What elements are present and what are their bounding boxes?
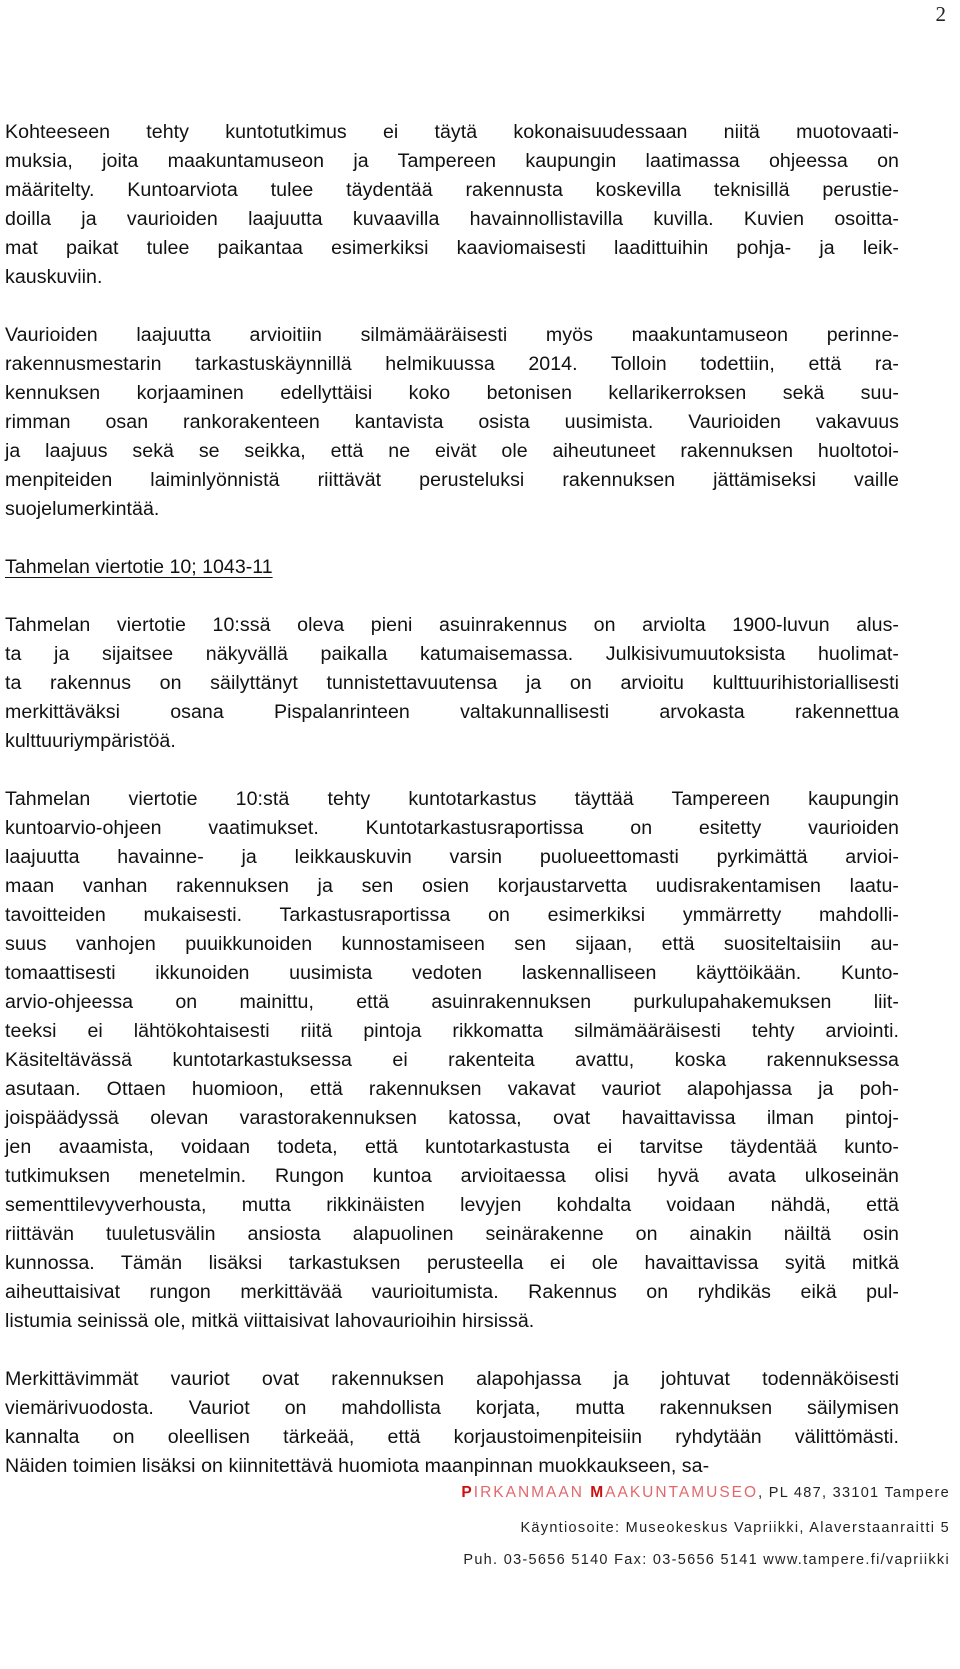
text-line: tutkimuksen menetelmin. Rungon kuntoa arvioitaessa olisi hyvä avata ulkoseinän <box>5 1165 899 1187</box>
text-line: joispäädyssä olevan varastorakennuksen katossa, ovat havaittavissa ilman pintoj- <box>5 1107 899 1129</box>
text-line: tomaattisesti ikkunoiden uusimista vedoten laskennalliseen käyttöikään. Kunto- <box>5 962 899 984</box>
text-line: asutaan. Ottaen huomioon, että rakennuksen vakavat vauriot alapohjassa ja poh- <box>5 1078 899 1100</box>
text-line: kannalta on oleellisen tärkeää, että korjaustoimenpiteisiin ryhdytään välittömästi. <box>5 1426 899 1448</box>
text-line: menpiteiden laiminlyönnistä riittävät perusteluksi rakennuksen jättämiseksi vaille <box>5 469 899 491</box>
footer-contact: Puh. 03-5656 5140 Fax: 03-5656 5141 www.tampere.fi/vapriikki <box>463 1552 950 1568</box>
text-line: viemärivuodosta. Vauriot on mahdollista korjata, mutta rakennuksen säilymisen <box>5 1397 899 1419</box>
text-line: rakennusmestarin tarkastuskäynnillä helmikuussa 2014. Tolloin todettiin, että ra- <box>5 353 899 375</box>
text-line: Tahmelan viertotie 10:ssä oleva pieni asuinrakennus on arviolta 1900-luvun alus- <box>5 614 899 636</box>
text-line: kennuksen korjaaminen edellyttäisi koko betonisen kellarikerroksen sekä suu- <box>5 382 899 404</box>
section-heading: Tahmelan viertotie 10; 1043-11 <box>5 556 273 578</box>
text-line: kuntoarvio-ohjeen vaatimukset. Kuntotarkastusraportissa on esitetty vaurioiden <box>5 817 899 839</box>
text-line: doilla ja vaurioiden laajuutta kuvaavilla havainnollistavilla kuvilla. Kuvien osoitta- <box>5 208 899 230</box>
footer-address: , PL 487, 33101 Tampere <box>758 1485 950 1501</box>
paragraph <box>5 1365 899 1481</box>
text-line: Merkittävimmät vauriot ovat rakennuksen alapohjassa ja johtuvat todennäköisesti <box>5 1368 899 1390</box>
text-line: ta ja sijaitsee näkyvällä paikalla katumaisemassa. Julkisivumuutoksista huolimat- <box>5 643 899 665</box>
text-line: ja laajuus sekä se seikka, että ne eivät ole aiheutuneet rakennuksen huoltotoi- <box>5 440 899 462</box>
footer-visiting-address: Käyntiosoite: Museokeskus Vapriikki, Alaverstaanraitti 5 <box>520 1520 950 1536</box>
text-line: suus vanhojen puuikkunoiden kunnostamiseen sen sijaan, että suositeltaisiin au- <box>5 933 899 955</box>
paragraph <box>5 118 899 292</box>
text-line: Näiden toimien lisäksi on kiinnitettävä huomiota maanpinnan muokkaukseen, sa- <box>5 1455 710 1477</box>
text-line: muksia, joita maakuntamuseon ja Tampereen kaupungin laatimassa ohjeessa on <box>5 150 899 172</box>
text-line: tavoitteiden mukaisesti. Tarkastusraportissa on esimerkiksi ymmärretty mahdolli- <box>5 904 899 926</box>
text-line: rimman osan rankorakenteen kantavista osista uusimista. Vaurioiden vakavuus <box>5 411 899 433</box>
text-line: kulttuuriympäristöä. <box>5 730 176 752</box>
text-line: Kohteeseen tehty kuntotutkimus ei täytä kokonaisuudessaan niitä muotovaati- <box>5 121 899 143</box>
section-heading-wrap <box>5 553 899 582</box>
text-line: Vaurioiden laajuutta arvioitiin silmämääräisesti myös maakuntamuseon perinne- <box>5 324 899 346</box>
text-line: laajuutta havainne- ja leikkauskuvin varsin puolueettomasti pyrkimättä arvioi- <box>5 846 899 868</box>
text-line: ta rakennus on säilyttänyt tunnistettavuutensa ja on arvioitu kulttuurihistoriallisesti <box>5 672 899 694</box>
text-line: maan vanhan rakennuksen ja sen osien korjaustarvetta uudisrakentamisen laatu- <box>5 875 899 897</box>
text-line: jen avaamista, voidaan todeta, että kuntotarkastusta ei tarvitse täydentää kunto- <box>5 1136 899 1158</box>
paragraph-group-2 <box>5 611 899 1481</box>
text-line: arvio-ohjeessa on mainittu, että asuinrakennuksen purkulupahakemuksen liit- <box>5 991 899 1013</box>
text-line: riittävän tuuletusvälin ansiosta alapuolinen seinärakenne on ainakin näiltä osin <box>5 1223 899 1245</box>
text-line: teeksi ei lähtökohtaisesti riitä pintoja rikkomatta silmämääräisesti tehty arviointi. <box>5 1020 899 1042</box>
paragraph <box>5 321 899 524</box>
text-line: listumia seinissä ole, mitkä viittaisivat lahovaurioihin hirsissä. <box>5 1310 535 1332</box>
text-line: suojelumerkintää. <box>5 498 160 520</box>
text-line: merkittäväksi osana Pispalanrinteen valtakunnallisesti arvokasta rakennettua <box>5 701 899 723</box>
text-line: sementtilevyverhousta, mutta rikkinäisten levyjen kohdalta voidaan nähdä, että <box>5 1194 899 1216</box>
text-line: Käsiteltävässä kuntotarkastuksessa ei rakenteita avattu, koska rakennuksessa <box>5 1049 899 1071</box>
text-line: kunnossa. Tämän lisäksi tarkastuksen perusteella ei ole havaittavissa syitä mitkä <box>5 1252 899 1274</box>
document-body <box>5 118 899 1481</box>
text-line: mat paikat tulee paikantaa esimerkiksi kaaviomaisesti laadittuihin pohja- ja leik- <box>5 237 899 259</box>
paragraph-group-1 <box>5 118 899 524</box>
footer-brand: PIRKANMAAN MAAKUNTAMUSEO <box>461 1484 759 1501</box>
paragraph <box>5 611 899 756</box>
footer-brand-line <box>330 1484 950 1502</box>
text-line: kauskuviin. <box>5 266 103 288</box>
text-line: määritelty. Kuntoarviota tulee täydentää rakennusta koskevilla teknisillä perustie- <box>5 179 899 201</box>
paragraph <box>5 785 899 1336</box>
page-number: 2 <box>935 2 946 26</box>
text-line: aiheuttaisivat rungon merkittävää vaurioitumista. Rakennus on ryhdikäs eikä pul- <box>5 1281 899 1303</box>
text-line: Tahmelan viertotie 10:stä tehty kuntotarkastus täyttää Tampereen kaupungin <box>5 788 899 810</box>
